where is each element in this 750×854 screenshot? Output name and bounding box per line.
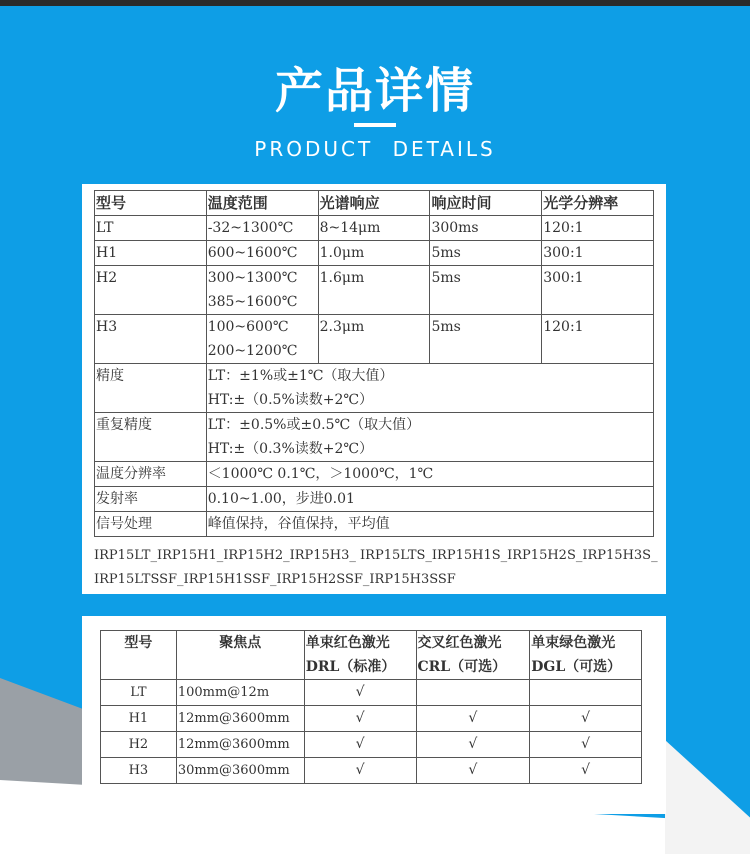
- laser-cell-crl: [416, 758, 530, 784]
- laser-header-line1: 型号: [124, 635, 153, 651]
- temp-range-line: 600~1600℃: [207, 245, 298, 261]
- laser-cell-model: H2: [101, 732, 177, 758]
- check-icon: √: [355, 762, 365, 778]
- spec-extra-line: ＜1000℃ 0.1℃，＞1000℃，1℃: [207, 466, 434, 482]
- laser-cell-drl: [304, 706, 416, 732]
- spec-extra-row: [95, 413, 654, 462]
- check-icon: √: [581, 736, 591, 752]
- check-icon: √: [355, 684, 365, 700]
- spec-extra-value: [206, 413, 653, 462]
- spec-extra-label: 发射率: [95, 487, 207, 512]
- laser-cell-crl: [416, 732, 530, 758]
- section-title: 产品详情: [274, 63, 475, 119]
- laser-cell-focus: 30mm@3600mm: [176, 758, 304, 784]
- spec-extra-line: LT：±1%或±1℃（取大值）: [207, 368, 394, 384]
- laser-cell-focus: 12mm@3600mm: [176, 732, 304, 758]
- model-list-line: IRP15LTSSF_IRP15H1SSF_IRP15H2SSF_IRP15H3SSF: [94, 572, 456, 587]
- spec-cell-response: 5ms: [430, 315, 542, 364]
- spec-extra-value: [206, 462, 653, 487]
- spec-extra-row: [95, 512, 654, 537]
- temp-range-line: 100~600℃: [207, 319, 289, 335]
- laser-cell-model: H3: [101, 758, 177, 784]
- spec-panel: [82, 184, 666, 594]
- spec-cell-temp: [206, 266, 318, 315]
- laser-header-cell: [416, 631, 530, 680]
- laser-cell-crl: [416, 680, 530, 706]
- laser-header-line1: 单束绿色激光: [531, 635, 616, 651]
- spec-extra-line: HT:±（0.5%读数+2℃）: [207, 392, 374, 408]
- spec-cell-temp: [206, 216, 318, 241]
- spec-extra-value: [206, 512, 653, 537]
- laser-header-cell: [304, 631, 416, 680]
- spec-row: [95, 266, 654, 315]
- check-icon: √: [355, 710, 365, 726]
- spec-extra-label: 信号处理: [95, 512, 207, 537]
- spec-row: [95, 315, 654, 364]
- spec-cell-spectral: 2.3μm: [318, 315, 430, 364]
- laser-header-line1: 交叉红色激光: [417, 635, 502, 651]
- spec-extra-value: [206, 364, 653, 413]
- laser-cell-crl: [416, 706, 530, 732]
- laser-table: [100, 630, 642, 784]
- check-icon: √: [355, 736, 365, 752]
- spec-extra-label: 重复精度: [95, 413, 207, 462]
- laser-cell-dgl: [530, 732, 642, 758]
- section-subtitle: PRODUCT DETAILS: [254, 137, 496, 161]
- laser-header-line1: 聚焦点: [219, 635, 262, 651]
- spec-extra-line: HT:±（0.3%读数+2℃）: [207, 441, 374, 457]
- laser-cell-focus: 12mm@3600mm: [176, 706, 304, 732]
- spec-cell-resolution: 120:1: [542, 216, 654, 241]
- model-list: [94, 544, 664, 592]
- laser-header-cell: [530, 631, 642, 680]
- spec-header-cell: 光学分辨率: [542, 191, 654, 216]
- laser-cell-drl: [304, 732, 416, 758]
- spec-extra-line: 峰值保持，谷值保持，平均值: [207, 516, 390, 532]
- laser-header-line1: 单束红色激光: [305, 635, 390, 651]
- spec-header-cell: 光谱响应: [318, 191, 430, 216]
- spec-cell-model: LT: [95, 216, 207, 241]
- check-icon: √: [468, 710, 478, 726]
- spec-cell-model: H3: [95, 315, 207, 364]
- spec-row: [95, 216, 654, 241]
- spec-cell-resolution: 300:1: [542, 266, 654, 315]
- spec-extra-value: [206, 487, 653, 512]
- spec-extra-row: [95, 487, 654, 512]
- spec-extra-label: 温度分辨率: [95, 462, 207, 487]
- laser-cell-drl: [304, 680, 416, 706]
- spec-cell-response: 5ms: [430, 241, 542, 266]
- laser-row: [101, 758, 642, 784]
- title-divider: [354, 123, 396, 127]
- spec-cell-temp: [206, 241, 318, 266]
- spec-cell-spectral: 1.0μm: [318, 241, 430, 266]
- spec-cell-response: 300ms: [430, 216, 542, 241]
- temp-range-line: 300~1300℃: [207, 270, 298, 286]
- spec-cell-model: H1: [95, 241, 207, 266]
- laser-cell-dgl: [530, 680, 642, 706]
- laser-cell-dgl: [530, 758, 642, 784]
- laser-cell-drl: [304, 758, 416, 784]
- laser-header-cell: [101, 631, 177, 680]
- temp-range-line: 385~1600℃: [207, 294, 298, 310]
- laser-panel: [82, 616, 666, 814]
- spec-extra-line: 0.10~1.00，步进0.01: [207, 491, 355, 507]
- spec-table: [94, 190, 654, 537]
- laser-cell-model: H1: [101, 706, 177, 732]
- spec-extra-line: LT：±0.5%或±0.5℃（取大值）: [207, 417, 421, 433]
- check-icon: √: [581, 762, 591, 778]
- spec-header-cell: 型号: [95, 191, 207, 216]
- laser-row: [101, 732, 642, 758]
- spec-extra-label: 精度: [95, 364, 207, 413]
- laser-header-line2: CRL（可选）: [417, 659, 507, 675]
- temp-range-line: -32~1300℃: [207, 220, 294, 236]
- laser-cell-focus: 100mm@12m: [176, 680, 304, 706]
- spec-cell-spectral: 8~14μm: [318, 216, 430, 241]
- laser-header-cell: [176, 631, 304, 680]
- spec-cell-resolution: 120:1: [542, 315, 654, 364]
- check-icon: √: [581, 710, 591, 726]
- temp-range-line: 200~1200℃: [207, 343, 298, 359]
- laser-header-line2: DGL（可选）: [531, 659, 622, 675]
- laser-header-row: [101, 631, 642, 680]
- laser-header-line2: DRL（标准）: [305, 659, 396, 675]
- spec-cell-response: 5ms: [430, 266, 542, 315]
- spec-header-cell: 温度范围: [206, 191, 318, 216]
- spec-extra-row: [95, 462, 654, 487]
- check-icon: √: [468, 762, 478, 778]
- spec-row: [95, 241, 654, 266]
- spec-header-cell: 响应时间: [430, 191, 542, 216]
- model-list-line: IRP15LT_IRP15H1_IRP15H2_IRP15H3_ IRP15LTS_IRP15H1S_IRP15H2S_IRP15H3S_: [94, 548, 658, 563]
- check-icon: √: [468, 736, 478, 752]
- spec-cell-temp: [206, 315, 318, 364]
- laser-row: [101, 706, 642, 732]
- spec-cell-spectral: 1.6μm: [318, 266, 430, 315]
- spec-extra-row: [95, 364, 654, 413]
- laser-row: [101, 680, 642, 706]
- laser-cell-dgl: [530, 706, 642, 732]
- laser-cell-model: LT: [101, 680, 177, 706]
- spec-header-row: [95, 191, 654, 216]
- spec-cell-model: H2: [95, 266, 207, 315]
- spec-cell-resolution: 300:1: [542, 241, 654, 266]
